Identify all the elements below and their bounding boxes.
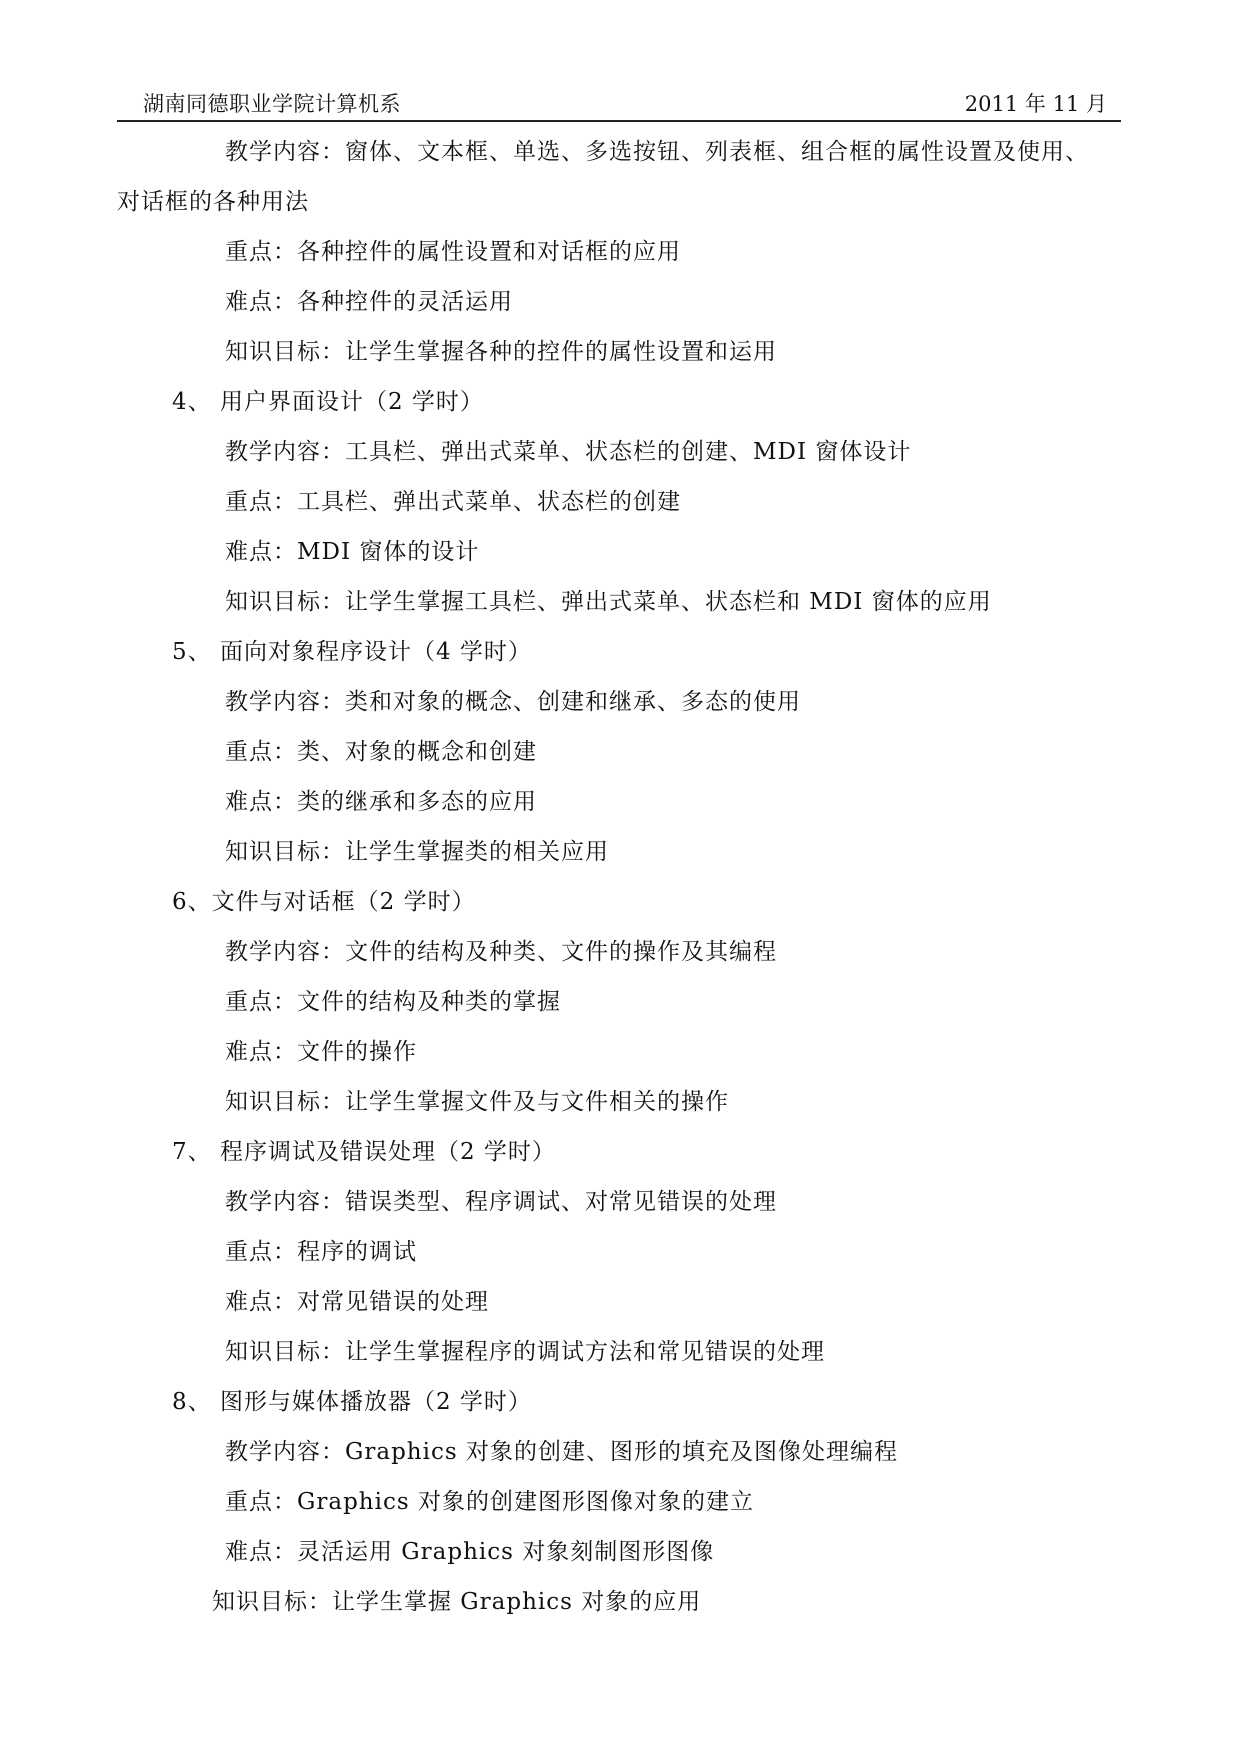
content-line: 重点：各种控件的属性设置和对话框的应用 (225, 239, 681, 265)
content-line: 教学内容：工具栏、弹出式菜单、状态栏的创建、MDI 窗体设计 (225, 439, 912, 465)
content-line: 知识目标：让学生掌握 Graphics 对象的应用 (212, 1589, 702, 1615)
content-line: 教学内容：窗体、文本框、单选、多选按钮、列表框、组合框的属性设置及使用、 (225, 139, 1089, 165)
content-line: 重点：程序的调试 (225, 1239, 417, 1265)
section-heading: 7、 程序调试及错误处理（2 学时） (172, 1139, 556, 1165)
content-line: 知识目标：让学生掌握文件及与文件相关的操作 (225, 1089, 729, 1115)
header-institution: 湖南同德职业学院计算机系 (143, 92, 401, 116)
content-line: 教学内容：Graphics 对象的创建、图形的填充及图像处理编程 (225, 1439, 898, 1465)
section-heading: 4、 用户界面设计（2 学时） (172, 389, 484, 415)
content-line: 对话框的各种用法 (117, 189, 309, 215)
section-heading: 5、 面向对象程序设计（4 学时） (172, 639, 532, 665)
content-line: 重点：Graphics 对象的创建图形图像对象的建立 (225, 1489, 754, 1515)
header-date: 2011 年 11 月 (964, 92, 1107, 116)
content-line: 教学内容：错误类型、程序调试、对常见错误的处理 (225, 1189, 777, 1215)
content-line: 难点：类的继承和多态的应用 (225, 789, 537, 815)
content-line: 难点：各种控件的灵活运用 (225, 289, 513, 315)
content-line: 难点：文件的操作 (225, 1039, 417, 1065)
content-line: 知识目标：让学生掌握工具栏、弹出式菜单、状态栏和 MDI 窗体的应用 (225, 589, 992, 615)
content-line: 重点：工具栏、弹出式菜单、状态栏的创建 (225, 489, 681, 515)
content-line: 难点：对常见错误的处理 (225, 1289, 489, 1315)
content-line: 知识目标：让学生掌握程序的调试方法和常见错误的处理 (225, 1339, 825, 1365)
content-line: 重点：文件的结构及种类的掌握 (225, 989, 561, 1015)
content-line: 难点：MDI 窗体的设计 (225, 539, 480, 565)
content-line: 教学内容：文件的结构及种类、文件的操作及其编程 (225, 939, 777, 965)
section-heading: 8、 图形与媒体播放器（2 学时） (172, 1389, 532, 1415)
content-line: 重点：类、对象的概念和创建 (225, 739, 537, 765)
page-header (117, 86, 1121, 122)
content-line: 难点：灵活运用 Graphics 对象刻制图形图像 (225, 1539, 715, 1565)
content-line: 教学内容：类和对象的概念、创建和继承、多态的使用 (225, 689, 801, 715)
content-line: 知识目标：让学生掌握各种的控件的属性设置和运用 (225, 339, 777, 365)
content-line: 知识目标：让学生掌握类的相关应用 (225, 839, 609, 865)
section-heading: 6、文件与对话框（2 学时） (172, 889, 476, 915)
